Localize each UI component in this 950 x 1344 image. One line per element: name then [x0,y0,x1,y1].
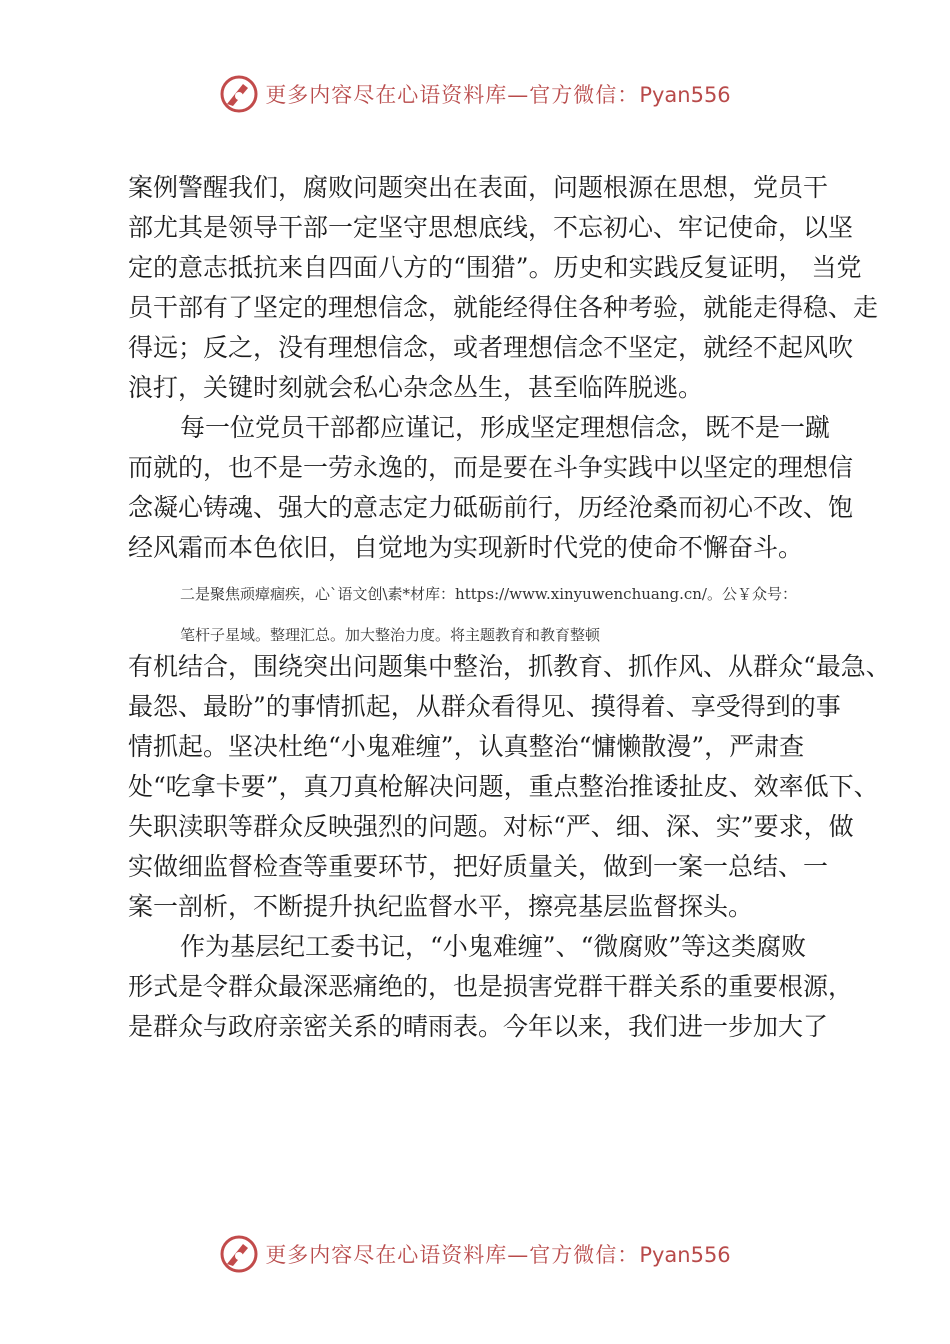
text-line: 员干部有了坚定的理想信念，就能经得住各种考验，就能走得稳、走 [128,293,879,322]
text-line: 失职渎职等群众反映强烈的问题。对标“严、细、深、实”要求，做 [128,812,854,841]
small-note-line: 二是聚焦顽瘴痼疾，心`语文创\素*材库：https://www.xinyuwenchuang.cn/。公￥众号： [180,585,797,603]
text-line: 情抓起。坚决杜绝“小鬼难缠”，认真整治“慵懒散漫”，严肃查 [128,732,805,761]
pen-circle-logo-icon [219,74,259,114]
wechat-id: Pyan556 [639,1243,731,1267]
text-line: 是群众与政府亲密关系的晴雨表。今年以来，我们进一步加大了 [128,1012,829,1041]
banner-text: 更多内容尽在心语资料库—官方微信：Pyan556 [265,1243,731,1267]
footer-banner [0,1226,950,1282]
text-line: 得远；反之，没有理想信念，或者理想信念不坚定，就经不起风吹 [128,333,854,362]
text-line: 念凝心铸魂、强大的意志定力砥砺前行，历经沧桑而初心不改、饱 [128,493,854,522]
text-line: 处“吃拿卡要”，真刀真枪解决问题，重点整治推诿扯皮、效率低下、 [128,772,879,801]
text-line: 实做细监督检查等重要环节，把好质量关，做到一案一总结、一 [128,852,829,881]
text-line: 部尤其是领导干部一定坚守思想底线，不忘初心、牢记使命，以坚 [128,213,854,242]
text-line: 有机结合，围绕突出问题集中整治，抓教育、抓作风、从群众“最急、 [128,652,891,681]
text-line: 案一剖析，不断提升执纪监督水平，擦亮基层监督探头。 [128,892,754,921]
small-note-line: 笔杆子星域。整理汇总。加大整治力度。将主题教育和教育整顿 [180,626,601,644]
header-banner [0,66,950,122]
text-line: 经风霜而本色依旧，自觉地为实现新时代党的使命不懈奋斗。 [128,533,804,562]
text-line: 最怨、最盼”的事情抓起，从群众看得见、摸得着、享受得到的事 [128,692,841,721]
text-line: 浪打，关键时刻就会私心杂念丛生，甚至临阵脱逃。 [128,373,704,402]
wechat-id: Pyan556 [639,83,731,107]
text-line: 每一位党员干部都应谨记，形成坚定理想信念，既不是一蹴 [180,413,831,442]
text-line: 而就的，也不是一劳永逸的，而是要在斗争实践中以坚定的理想信 [128,453,854,482]
text-line: 定的意志抵抗来自四面八方的“围猎”。历史和实践反复证明， 当党 [128,253,862,282]
pen-circle-logo-icon [219,1234,259,1274]
text-line: 形式是令群众最深恶痛绝的，也是损害党群干群关系的重要根源， [128,972,854,1001]
banner-text: 更多内容尽在心语资料库—官方微信：Pyan556 [265,83,731,107]
text-line: 作为基层纪工委书记，“小鬼难缠”、“微腐败”等这类腐败 [180,932,807,961]
text-line: 案例警醒我们，腐败问题突出在表面，问题根源在思想，党员干 [128,173,829,202]
